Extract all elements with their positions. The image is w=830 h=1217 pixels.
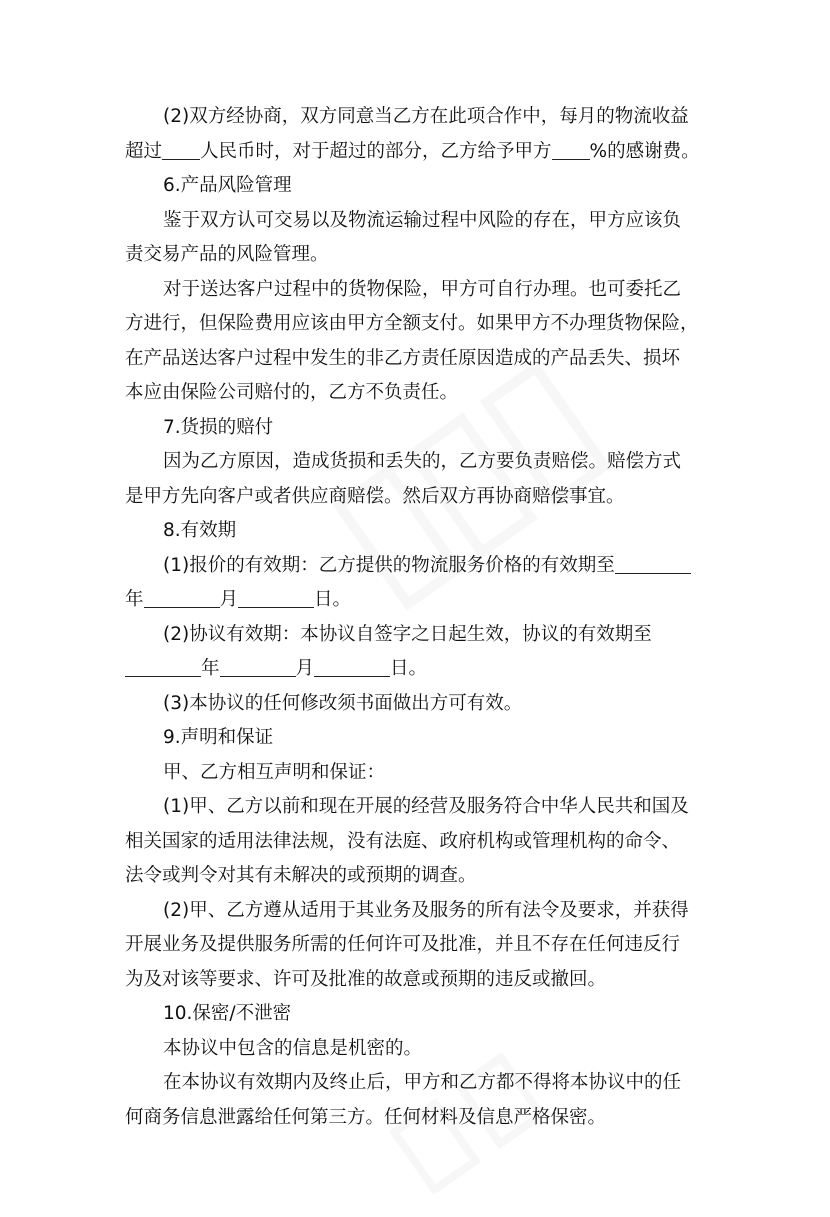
text-fragment: 月 <box>219 589 239 610</box>
fill-in-blank[interactable] <box>314 656 390 677</box>
section-heading: 8.有效期 <box>163 520 237 541</box>
text-line: 本协议中包含的信息是机密的。 <box>163 1037 423 1059</box>
fill-in-blank[interactable] <box>615 553 691 574</box>
text-line: 开展业务及提供服务所需的任何许可及批准，并且不存在任何违反行 <box>125 934 681 955</box>
fill-in-blank[interactable] <box>125 656 201 677</box>
text-line: (3)本协议的任何修改须书面做出方可有效。 <box>163 692 523 714</box>
document-text <box>125 100 710 1135</box>
text-line-with-blanks <box>125 549 710 584</box>
text-fragment: 月 <box>295 658 315 679</box>
fill-in-blank[interactable] <box>238 587 314 608</box>
text-line: 责交易产品的风险管理。 <box>125 244 329 265</box>
text-line: (2)双方经协商，双方同意当乙方在此项合作中，每月的物流收益 <box>163 106 689 127</box>
text-fragment: 年 <box>125 589 144 610</box>
section-heading: 9.声明和保证 <box>163 727 274 748</box>
text-line: (1)甲、乙方以前和现在开展的经营及服务符合中华人民共和国及 <box>163 796 689 817</box>
section-heading: 6.产品风险管理 <box>163 175 292 196</box>
text-fragment: 人民币时，对于超过的部分，乙方给予甲方 <box>200 140 552 162</box>
section-heading: 7.货损的赔付 <box>163 416 274 438</box>
text-line: 是甲方先向客户或者供应商赔偿。然后双方再协商赔偿事宜。 <box>125 485 625 507</box>
date-line <box>125 583 710 618</box>
text-line: 相关国家的适用法律法规，没有法庭、政府机构或管理机构的命令、 <box>125 830 681 852</box>
text-line: 本应由保险公司赔付的，乙方不负责任。 <box>125 382 459 403</box>
text-fragment: 日。 <box>390 658 428 679</box>
date-line <box>125 652 710 687</box>
text-line: 对于送达客户过程中的货物保险，甲方可自行办理。也可委托乙 <box>163 278 682 300</box>
text-line: 为及对该等要求、许可及批准的故意或预期的违反或撤回。 <box>125 968 607 990</box>
fill-in-blank[interactable] <box>220 656 296 677</box>
text-line: (2)协议有效期：本协议自签字之日起生效，协议的有效期至 <box>163 623 652 645</box>
text-line: (2)甲、乙方遵从适用于其业务及服务的所有法令及要求，并获得 <box>163 899 689 921</box>
text-fragment: %的感谢费。 <box>589 140 700 162</box>
text-fragment: (1)报价的有效期：乙方提供的物流服务价格的有效期至 <box>163 554 615 576</box>
text-line-with-blanks <box>125 135 710 170</box>
section-heading: 10.保密/不泄密 <box>163 1003 292 1024</box>
text-line: 因为乙方原因，造成货损和丢失的，乙方要负责赔偿。赔偿方式 <box>163 451 682 472</box>
text-fragment: 超过 <box>125 140 163 162</box>
document-body <box>125 100 710 1135</box>
text-line: 甲、乙方相互声明和保证： <box>163 761 386 783</box>
text-line: 在产品送达客户过程中发生的非乙方责任原因造成的产品丢失、损坏 <box>125 347 681 369</box>
text-fragment: 日。 <box>314 589 352 610</box>
text-line: 何商务信息泄露给任何第三方。任何材料及信息严格保密。 <box>125 1106 607 1128</box>
text-line: 方进行，但保险费用应该由甲方全额支付。如果甲方不办理货物保险， <box>125 313 699 334</box>
text-line: 在本协议有效期内及终止后，甲方和乙方都不得将本协议中的任 <box>163 1072 682 1093</box>
fill-in-blank[interactable] <box>144 587 220 608</box>
text-fragment: 年 <box>201 658 220 679</box>
fill-in-blank[interactable] <box>552 139 590 160</box>
text-line: 鉴于双方认可交易以及物流运输过程中风险的存在，甲方应该负 <box>163 209 682 231</box>
text-line: 法令或判令对其有未解决的或预期的调查。 <box>125 865 477 886</box>
fill-in-blank[interactable] <box>162 139 200 160</box>
